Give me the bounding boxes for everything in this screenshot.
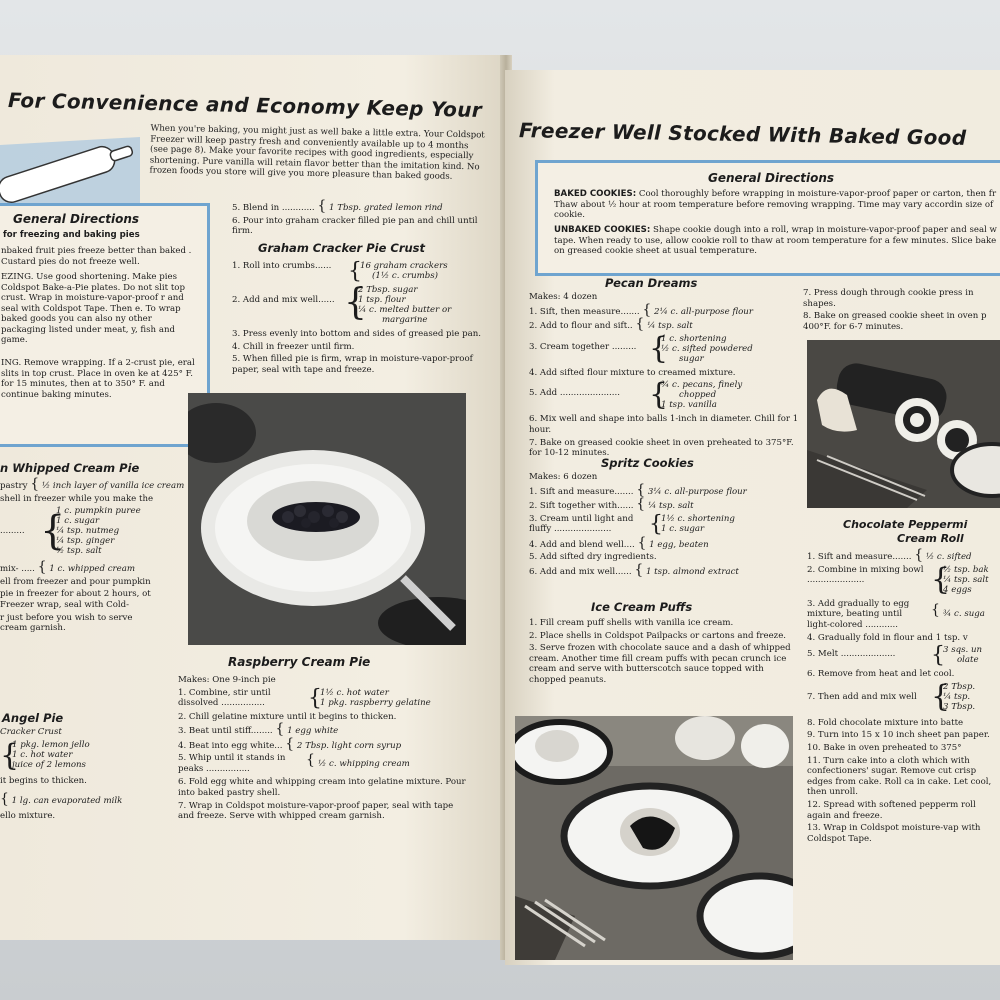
ice-cream-puffs-photo xyxy=(515,716,793,960)
pecan-dreams-title: Pecan Dreams xyxy=(605,276,698,290)
whipped-cream-pie-steps: pastry { ½ inch layer of vanilla ice cream shell in freezer while you make the ......... { 1 c. pumpkin puree 1 c. sugar ¼ tsp. nutmeg ¼ tsp. ginger ½ tsp. salt mix- ..... { 1 c. whipped cream ell from freezer and pour pumpkin pie in freezer for about 2 hours, ot Freezer wrap, seal with Cold- r just before you wish to serve cream garnish. xyxy=(0,476,185,634)
general-directions-baking: ING. Remove wrapping. If a 2-crust pie, eral slits in top crust. Place in oven ke at 425° F. for 15 minutes, then at to 350° F. and continue baking minutes. xyxy=(1,358,195,400)
cookie-general-directions-box xyxy=(535,160,1000,276)
spritz-continued-steps: 7. Press dough through cookie press in shapes. 8. Bake on greased cookie sheet in oven p 400°F. for 6-7 minutes. xyxy=(803,288,987,332)
right-headline: Freezer Well Stocked With Baked Good xyxy=(518,118,967,150)
left-page xyxy=(0,55,505,940)
rolling-pin-icon xyxy=(0,127,140,207)
general-directions-subtitle: for freezing and baking pies xyxy=(3,230,140,240)
baked-cookies-text: BAKED COOKIES: Cool thoroughly before wrapping in moisture-vapor-proof paper or carton, then fr Thaw about ½ hour at room temperature before removing wrapping. Time may vary accordin size of cookie. xyxy=(554,189,997,220)
graham-cracker-crust-title: Graham Cracker Pie Crust xyxy=(258,241,426,255)
spritz-cookies-title: Spritz Cookies xyxy=(601,456,694,470)
graham-cracker-crust-steps: 1. Roll into crumbs...... { 16 graham crackers (1½ c. crumbs) 2. Add and mix well...... { 2 Tbsp. sugar 1 tsp. flour ¼ c. melted butter or margarine 3. Press evenly into bottom and sides of greased pie pan. 4. Chill in freezer until firm. 5. When filled pie is firm, wrap in moisture-vapor-proof paper, seal with tape and freeze. xyxy=(232,259,482,375)
chocolate-roll-title-line1: Chocolate Peppermi xyxy=(843,518,968,531)
general-directions-freezing: EZING. Use good shortening. Make pies Coldspot Bake-a-Pie plates. Do not slit top crust. Wrap in moisture-vapor-proof r and seal with Coldspot Tape. Then e. To wrap baked goods you can also ny other packaging listed under meat, y, fish and game. xyxy=(1,272,185,345)
chocolate-roll-steps: 1. Sift and measure....... { ½ c. sifted 2. Combine in mixing bowl ..................... { ½ tsp. bak ¼ tsp. salt 4 eggs 3. Add gradually to egg mixture, beating until light-colored ............ { ¾ c. suga 4. Gradually fold in flour and 1 tsp. v 5. Melt .................... { 3 sqs. un olate 6. Remove from heat and let cool. 7. Then add and mix well { 2 Tbsp. ¼ tsp. 3 Tbsp. 8. Fold chocolate mixture into batte 9. Turn into 15 x 10 inch sheet pan paper. 10. Bake in oven preheated to 375° 11. Turn cake into a cloth which with confectioners' sugar. Remove cut crisp edges from cake. Roll ca in cake. Let cool, then unroll. 12. Spread with softened pepperm roll again and freeze. 13. Wrap in Coldspot moisture-vap with Coldspot Tape. xyxy=(807,547,992,844)
angel-pie-steps: Cracker Crust { 1 pkg. lemon jello 1 c. hot water juice of 2 lemons it begins to thicken. { 1 lg. can evaporated milk ello mixture. xyxy=(0,727,123,821)
raspberry-cream-pie-steps: Makes: One 9-inch pie 1. Combine, stir until dissolved ................ { 1½ c. hot water 1 pkg. raspberry gelatine 2. Chill gelatine mixture until it begins to thicken. 3. Beat until stiff........ { 1 egg white 4. Beat into egg white... { 2 Tbsp. light corn syrup 5. Whip until it stands in peaks ................ { ½ c. whipping cream 6. Fold egg white and whipping cream into gelatine mixture. Pour into baked pastry shell. 7. Wrap in Coldspot moisture-vapor-proof paper, seal with tape and freeze. Serve with whipped cream garnish. xyxy=(178,675,466,822)
chocolate-roll-title-line2: Cream Roll xyxy=(897,532,964,545)
cookie-general-directions-title: General Directions xyxy=(708,171,834,185)
raspberry-cream-pie-title: Raspberry Cream Pie xyxy=(228,655,371,669)
ice-cream-puffs-title: Ice Cream Puffs xyxy=(591,600,693,614)
ice-cream-puffs-steps: 1. Fill cream puff shells with vanilla ice cream. 2. Place shells in Coldspot Pailpacks or cartons and freeze. 3. Serve frozen with chocolate sauce and a dash of whipped cream. Another time fill cream puffs with pecan crunch ice cream and serve with butterscotch sauce topped with chopped peanuts. xyxy=(529,618,791,685)
unbaked-cookies-text: UNBAKED COOKIES: Shape cookie dough into a roll, wrap in moisture-vapor-proof paper and seal w tape. When ready to use, allow cookie roll to thaw at room temperature for a few minutes. Slice bake on greased cookie sheet at usual temperature. xyxy=(554,225,997,256)
general-directions-box xyxy=(0,203,210,447)
left-headline: For Convenience and Economy Keep Your xyxy=(7,88,483,122)
spritz-cookies-steps: Makes: 6 dozen 1. Sift and measure....... { 3¼ c. all-purpose flour 2. Sift together with...... { ¼ tsp. salt 3. Cream until light and fluffy ..................... { 1½ c. shortening 1 c. sugar 4. Add and blend well.... { 1 egg, beaten 5. Add sifted dry ingredients. 6. Add and mix well...... { 1 tsp. almond extract xyxy=(529,472,747,578)
general-directions-para1: nbaked fruit pies freeze better than baked . Custard pies do not freeze well. xyxy=(1,246,192,267)
pecan-dreams-steps: Makes: 4 dozen 1. Sift, then measure....... { 2¼ c. all-purpose flour 2. Add to flour and sift.. { ¼ tsp. salt 3. Cream together ......... { 1 c. shortening ½ c. sifted powdered sugar 4. Add sifted flour mixture to creamed mixture. 5. Add ...................... { ¾ c. pecans, finely chopped 1 tsp. vanilla 6. Mix well and shape into balls 1-inch in diameter. Chill for 1 hour. 7. Bake on greased cookie sheet in oven preheated to 375°F. for 10-12 minutes. xyxy=(529,292,799,459)
intro-paragraph: When you're baking, you might just as well bake a little extra. Your Coldspot Freezer will keep pastry fresh and conveniently available up to 4 months (see page 8). Make your favorite recipes with good ingredients, especially shortening. Pure vanilla will retain flavor better than the imitation kind. No frozen foods you store will give you more pleasure than baked goods. xyxy=(149,123,485,182)
general-directions-title: General Directions xyxy=(13,212,139,226)
whipped-pie-photo xyxy=(188,393,466,645)
cookie-roll-photo xyxy=(807,340,1000,508)
whipped-cream-pie-title: n Whipped Cream Pie xyxy=(0,461,140,475)
right-page xyxy=(505,70,1000,965)
lemon-step-lines: 5. Blend in ............ { 1 Tbsp. grated lemon rind 6. Pour into graham cracker filled pie pan and chill until firm. xyxy=(232,198,478,237)
angel-pie-title: Angel Pie xyxy=(2,711,64,725)
